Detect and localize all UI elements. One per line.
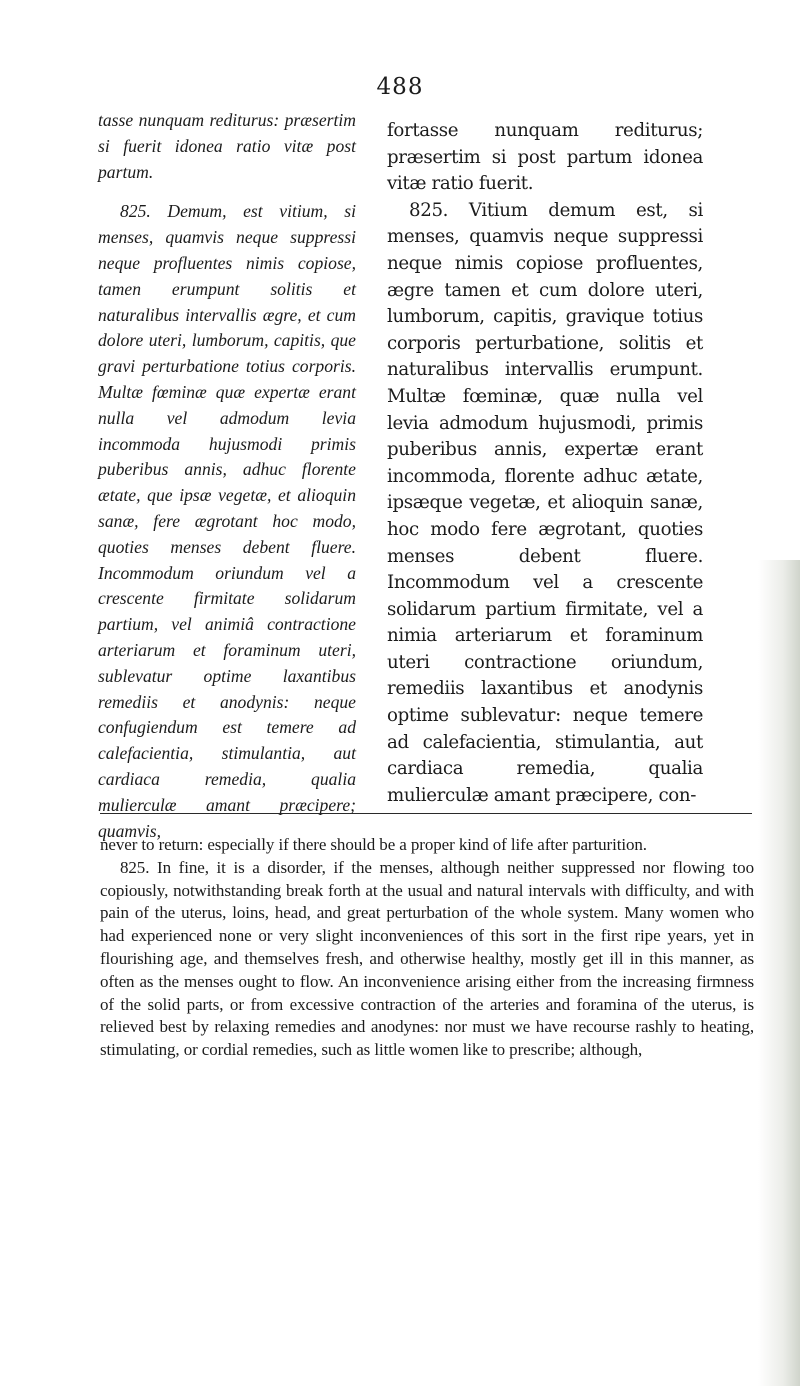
english-translation (100, 834, 754, 1062)
latin-left-paragraph-825: 825. Demum, est vitium, si menses, quamvis neque suppressi neque profluentes nimis copiose, tamen erumpunt solitis et naturalibus intervallis ægre, et cum dolore uteri, lumborum, capitis, que gravi perturbatione totius corporis. Multæ fœminæ quæ expertæ erant nulla vel admodum levia incommoda hujusmodi primis puberibus annis, adhuc florente ætate, que ipsæ vegetæ, et alioquin sanæ, fere ægrotant hoc modo, quoties menses debent fluere. Incommodum oriundum vel a crescente firmitate solidarum partium, vel animiâ contractione arteriarum et foraminum uteri, sublevatur optime laxantibus remediis et anodynis: neque confugiendum est temere ad calefacientia, stimulantia, aut cardiaca remedia, qualia mulierculæ amant præcipere; quamvis, (98, 201, 356, 841)
latin-right-continuation: fortasse nunquam rediturus; præsertim si post partum idonea vitæ ratio fuerit. (387, 120, 703, 195)
latin-column-right (387, 118, 703, 809)
latin-right-paragraph-825: 825. Vitium demum est, si menses, quamvis neque suppressi neque nimis copiose profluentes, ægre tamen et cum dolore uteri, lumborum, capitis, gravique totius corporis perturbatione, solitis et naturalibus intervallis erumpunt. Multæ fœminæ, quæ nulla vel levia admodum hujusmodi, primis puberibus annis, expertæ erant incommoda, florente adhuc ætate, ipsæque vegetæ, et alioquin sanæ, hoc modo fere ægrotant, quoties menses debent fluere. Incommodum vel a crescente solidarum partium firmitate, vel a nimia arteriarum et foraminum uteri contractione oriundum, remediis laxantibus et anodynis optime sublevatur: neque temere ad calefacientia, stimulantia, aut cardiaca remedia, qualia mulierculæ amant præcipere, con- (387, 199, 703, 806)
latin-left-continuation: tasse nunquam rediturus: præsertim si fuerit idonea ratio vitæ post partum. (98, 110, 356, 182)
english-continuation: never to return: especially if there should be a proper kind of life after parturition. (100, 835, 647, 854)
english-paragraph-825: 825. In fine, it is a disorder, if the menses, although neither suppressed nor flowing too copiously, notwithstanding break forth at the usual and natural intervals with difficulty, and with pain of the uterus, loins, head, and great perturbation of the whole system. Many women who had experienced none or very slight inconveniences of this sort in the first ripe years, yet in flourishing age, and themselves fresh, and otherwise healthy, mostly get ill in this manner, as often as the menses ought to flow. An inconvenience arising either from the increasing firmness of the solid parts, or from excessive contraction of the arteries and foramina of the uterus, is relieved best by relaxing remedies and anodynes: nor must we have recourse rashly to heating, stimulating, or cordial remedies, such as little women like to prescribe; although, (100, 857, 754, 1060)
latin-column-left (98, 108, 356, 844)
page-number: 488 (376, 74, 424, 100)
page-edge-shadow (758, 560, 800, 1386)
footnote-divider (100, 813, 752, 814)
